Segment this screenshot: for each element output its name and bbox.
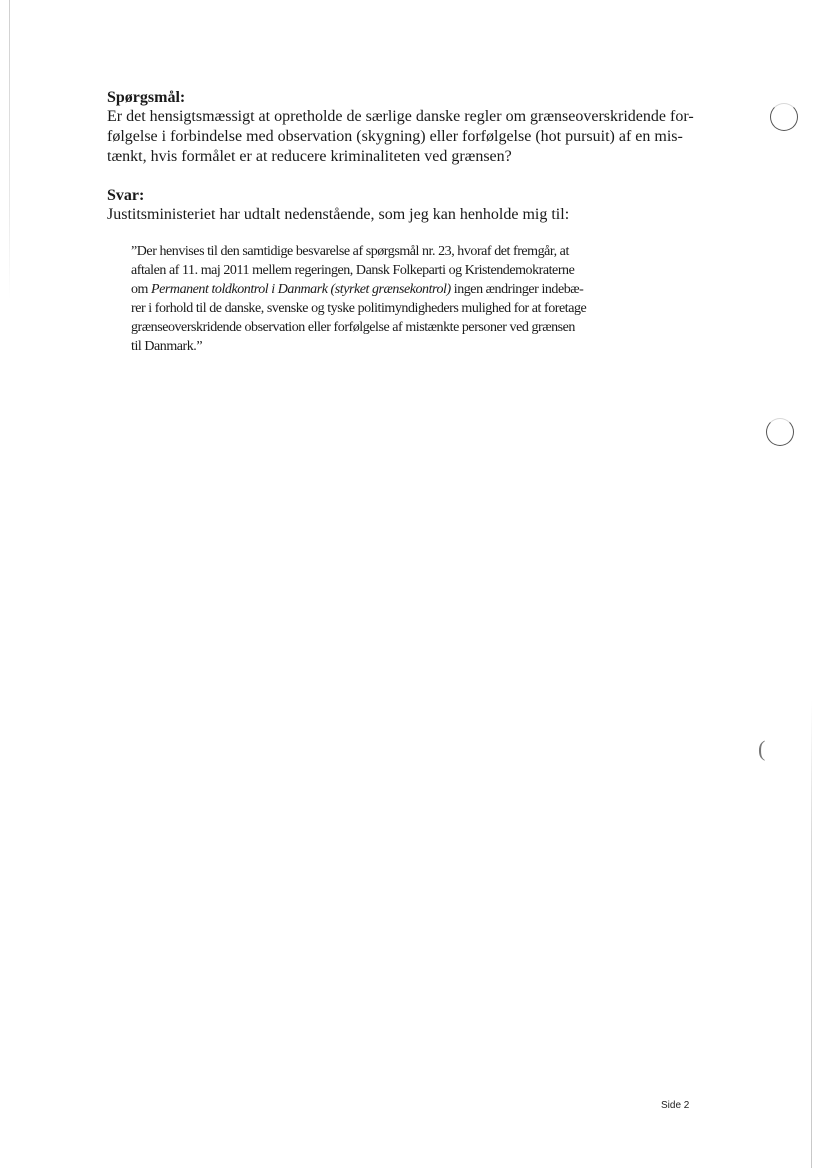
answer-intro: Justitsministeriet har udtalt nedenstående, som jeg kan henholde mig til: [107,206,570,223]
question-line-2: følgelse i forbindelse med observation (skygning) eller forfølgelse (hot pursuit) af en mis- [107,128,683,145]
quote-line-3 [131,280,583,299]
scan-edge-left [9,0,10,300]
quote-italic-title: Permanent toldkontrol i Danmark (styrket grænsekontrol) [151,282,451,297]
quote-line-1: ”Der henvises til den samtidige besvarelse af spørgsmål nr. 23, hvoraf det fremgår, at [131,244,569,259]
question-heading: Spørgsmål: [107,89,186,106]
scan-edge-right [811,700,812,1168]
answer-heading: Svar: [107,187,145,204]
quote-line-3-prefix: om [131,282,152,297]
quote-line-6: til Danmark.” [131,339,203,354]
quote-line-4: rer i forhold til de danske, svenske og tyske politimyndigheders mulighed for at foretage [131,301,587,316]
question-line-3: tænkt, hvis formålet er at reducere kriminaliteten ved grænsen? [107,148,512,165]
quote-line-3-suffix: ingen ændringer indebæ- [450,282,584,297]
quote-line-5: grænseoverskridende observation eller forfølgelse af mistænkte personer ved grænsen [131,320,575,335]
punch-hole-icon [770,103,798,131]
scan-paren-mark: ( [758,736,766,761]
question-line-1: Er det hensigtsmæssigt at opretholde de særlige danske regler om grænseoverskridende for- [107,108,694,125]
page-number: Side 2 [661,1100,690,1111]
quote-line-2: aftalen af 11. maj 2011 mellem regeringen, Dansk Folkeparti og Kristendemokraterne [131,263,575,278]
punch-hole-icon [766,418,794,446]
